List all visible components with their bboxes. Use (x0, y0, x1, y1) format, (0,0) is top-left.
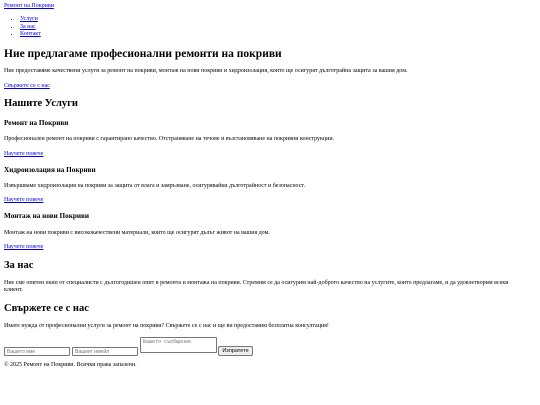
hero-contact-button[interactable]: Свържете се с нас (4, 83, 50, 89)
nav-item-contact (20, 31, 41, 39)
services-title: Нашите Услуги (4, 98, 78, 109)
service-title-installation: Монтаж на нови Покриви (4, 212, 90, 220)
nav-link-contact[interactable]: Контакт (20, 31, 41, 38)
contact-text: Имате нужда от професионални услуги за ремонт на покриви? Свържете се с нас и ще ви предоставим безплатна консултация! (4, 323, 329, 329)
service-text-waterproofing: Извършваме хидроизолация на покриви за защита от влага и замръзване, осигурявайки дълготрайност и безопасност. (4, 183, 306, 189)
service-title-waterproofing: Хидроизолация на Покриви (4, 166, 96, 174)
service-learn-more-waterproofing[interactable]: Научете повече (4, 197, 44, 203)
name-input[interactable] (4, 347, 70, 356)
nav-item-services (20, 16, 41, 24)
main-nav (8, 16, 41, 39)
service-text-installation: Монтаж на нови покриви с висококачествени материали, които ще осигурят дълъг живот на вашия дом. (4, 230, 270, 236)
message-textarea[interactable] (140, 337, 217, 353)
nav-item-about (20, 24, 41, 32)
brand-link[interactable]: Ремонт на Покриви (4, 3, 54, 9)
email-input[interactable] (72, 347, 138, 356)
about-title: За нас (4, 260, 34, 271)
hero-title: Ние предлагаме професионални ремонти на покриви (4, 48, 282, 60)
service-title-repair: Ремонт на Покриви (4, 119, 69, 127)
service-text-repair: Професионален ремонт на покриви с гарантирано качество. Отстраняване на течове и възстановяване на покривни конструкции. (4, 136, 335, 142)
service-learn-more-repair[interactable]: Научете повече (4, 151, 44, 157)
nav-link-about[interactable]: За нас (20, 23, 36, 30)
footer-copyright: © 2025 Ремонт на Покриви. Всички права запазени. (4, 362, 137, 368)
nav-link-services[interactable]: Услуги (20, 16, 38, 22)
about-text: Ние сме опитен екип от специалисти с дългогодишен опит в ремонта и монтажа на покриви. Стремим се да осигурим най-доброто качество на услугите, които предлагаме, и да удовлетворим всеки клиент. (4, 280, 509, 293)
contact-title: Свържете се с нас (4, 303, 89, 314)
hero-text: Ние предоставяме качествени услуги за ремонт на покриви, монтаж на нови покриви и хидроизолация, които ще осигурят дълготрайна защита за вашия дом. (4, 68, 408, 74)
service-learn-more-installation[interactable]: Научете повече (4, 244, 44, 250)
submit-button[interactable]: Изпратете (218, 346, 253, 356)
